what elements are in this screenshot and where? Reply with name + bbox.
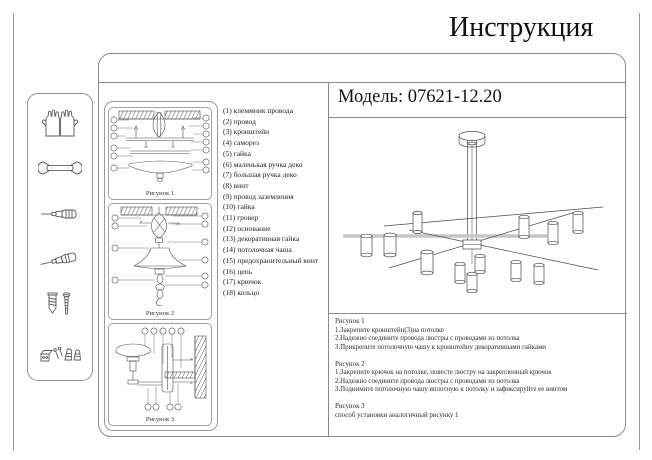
part-list-item: (17) крючок [223, 277, 262, 287]
required-tools-panel [27, 93, 93, 381]
part-list-item: (9) провод заземления [223, 191, 294, 201]
instruction-line [335, 352, 621, 361]
part-list-item: (10) гайка [223, 202, 255, 212]
gloves-icon [37, 106, 83, 140]
model-band [328, 82, 627, 118]
instruction-line: 3.Прикрепите потолочную чашу к кронштейну декоративными гайками [335, 343, 546, 351]
instruction-line: 1.Закрепите кронштейн(3)на потолке [335, 326, 444, 334]
instruction-line: 3.Поднимите потолочную чашу вплотную к потолку и зафиксируйте ее винтом [335, 386, 568, 393]
fasteners-and-wire-nuts-icon [37, 334, 83, 368]
figure-2-drawing [109, 204, 211, 309]
part-list-item: (1) клеммник провода [223, 106, 294, 115]
screwdriver-diagonal-icon [37, 243, 83, 277]
instruction-line [335, 395, 621, 404]
figures-panel [104, 101, 218, 431]
part-list-item: (6) маленькая ручка деко [223, 159, 303, 169]
instruction-line: 2.Надежно соедините провода люстры с проводами из потолка [335, 377, 520, 385]
figure-3-drawing [109, 324, 211, 414]
instruction-line: 1.Закрепите крючок на потолке, повесте люстру на закрепленный крючок [335, 369, 552, 376]
part-list-item: (18) кольцо [223, 287, 260, 297]
instruction-line: 2.Надежно соедините провода люстры с проводами из потолка [335, 335, 520, 342]
part-list-item: (15) предохранительный винт [223, 255, 319, 265]
part-list-item: (7) большая ручка деко [223, 170, 297, 180]
figure-1-frame [108, 107, 212, 200]
part-list-item: (14) потолочная чаша [223, 245, 292, 255]
part-list-item: (8) винт [223, 180, 249, 190]
instructions-divider [328, 313, 627, 314]
page-left-border [13, 13, 14, 450]
figure-1-drawing [109, 108, 211, 188]
model-label: Модель: 07621-12.20 [338, 87, 502, 107]
installation-instructions [335, 318, 621, 420]
page-title: Инструкция [449, 12, 594, 43]
part-list-item: (2) провод [223, 116, 256, 126]
figure-2-label: Рисунок 2 [145, 310, 175, 317]
figure-3-frame [108, 323, 212, 426]
instruction-line: способ установки аналогичный рисунку 1 [335, 411, 459, 419]
instruction-line: Рисунок 3 [335, 403, 365, 410]
screwdriver-icon [37, 197, 83, 231]
page-right-border [639, 13, 640, 450]
figure-3-label: Рисунок 3 [145, 416, 175, 423]
parts-list [223, 106, 323, 299]
part-list-item: (4) саморез [223, 138, 259, 148]
part-list-item: (11) гровер [223, 213, 259, 223]
part-list-item: (13) декоративная гайка [223, 234, 300, 244]
part-list-item: (3) кронштейн [223, 127, 270, 137]
wrench-icon [37, 151, 83, 185]
figure-2-frame [108, 203, 212, 320]
figure-1-label: Рисунок 1 [145, 190, 175, 197]
part-list-item: (12) основание [223, 223, 271, 233]
part-list-item: (16) цепь [223, 266, 253, 276]
content-box [98, 53, 626, 437]
instruction-line: Рисунок 2 [335, 360, 365, 368]
chandelier-drawing [329, 118, 626, 313]
part-list-item: (5) гайка [223, 148, 251, 158]
instruction-line: Рисунок 1 [335, 318, 365, 325]
dowel-and-screw-icon [37, 288, 83, 322]
